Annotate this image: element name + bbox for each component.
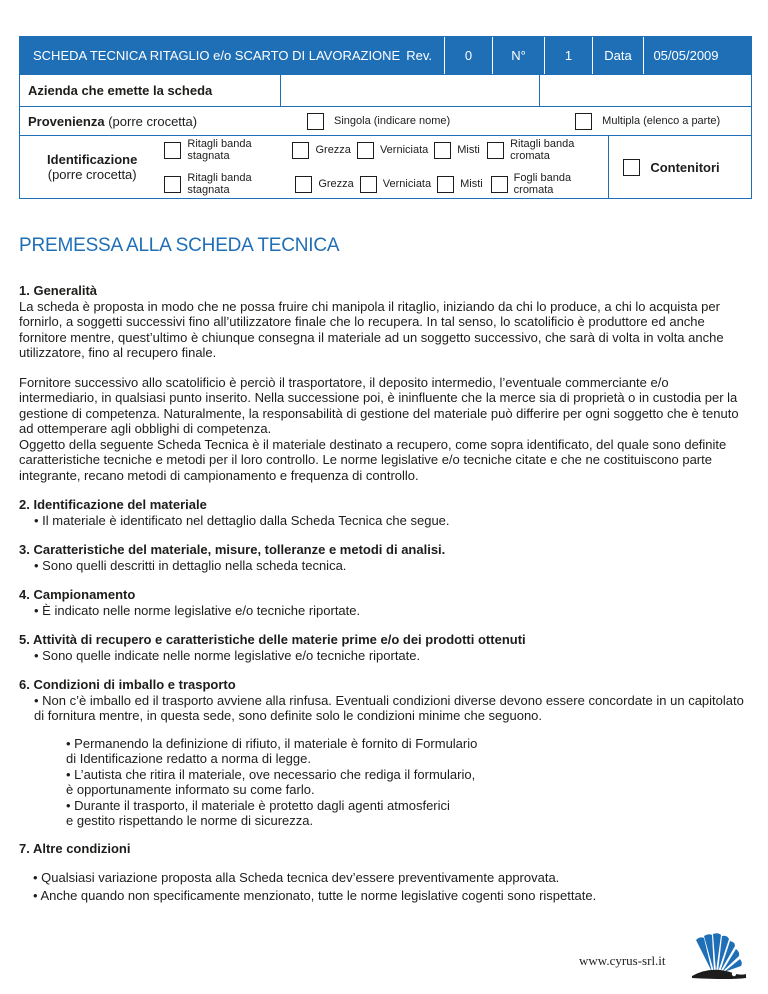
section-3-text: • Sono quelli descritti in dettaglio nella scheda tecnica.	[34, 557, 347, 573]
azienda-field-extra[interactable]	[540, 75, 751, 106]
section-5-title: 5. Attività di recupero e caratteristiche delle materie prime e/o dei prodotti ottenuti	[19, 632, 526, 647]
date-value: 05/05/2009	[643, 37, 728, 74]
date-label: Data	[592, 37, 643, 74]
provenienza-label-cell	[20, 114, 284, 129]
section-4-text: • È indicato nelle norme legislative e/o tecniche riportate.	[34, 602, 361, 618]
condition-3-line-1: • Durante il trasporto, il materiale è protetto dagli agenti atmosferici	[66, 797, 450, 813]
misti-checkbox-1[interactable]	[434, 142, 451, 159]
section-1-paragraph-1: La scheda è proposta in modo che ne possa fruire chi manipola il ritaglio, iniziando da chi lo produce, a chi lo acquista per fornirlo, a soggetti successivi fino all’utilizzatore finale che lo recupera. In tal senso, lo scatolificio è produttore ed anche fornitore mentre, quest’ultimo è chiunque consegna il materiale ad un soggetto successivo, che sarà di volta in volta anche utilizzatore, fino al recupero finale.	[19, 298, 724, 360]
singola-option[interactable]	[307, 113, 450, 130]
verniciata-label-1: Verniciata	[379, 144, 429, 156]
grezza-checkbox-1[interactable]	[292, 142, 309, 159]
misti-label-2: Misti	[460, 178, 483, 190]
rev-label: Rev.	[406, 48, 432, 63]
form-title: SCHEDA TECNICA RITAGLIO e/o SCARTO DI LAVORAZIONE	[33, 48, 401, 63]
section-7-bullets	[19, 870, 750, 903]
section-1-paragraph-3: Oggetto della seguente Scheda Tecnica è il materiale destinato a recupero, come sopra identificato, del quale sono definite caratteristiche tecniche e metodi per il loro controllo. Le norme legislative e/o tecniche citate e che ne costituiscono parte integrante, recano metodi di campionamento e frequenza di controllo.	[19, 436, 727, 483]
ritagli-stagnata-label-1: Ritagli banda stagnata	[187, 138, 252, 162]
condition-2-line-2: è opportunamente informato su come farlo.	[66, 782, 315, 797]
provenienza-hint: (porre crocetta)	[108, 113, 198, 129]
section-2-title: 2. Identificazione del materiale	[19, 497, 207, 512]
grezza-label-2: Grezza	[318, 178, 354, 190]
identificazione-hint: (porre crocetta)	[47, 167, 137, 182]
verniciata-checkbox-1[interactable]	[357, 142, 374, 159]
grezza-label-1: Grezza	[315, 144, 351, 156]
header-form-table	[19, 36, 752, 199]
ritagli-stagnata-checkbox-1[interactable]	[164, 142, 181, 159]
identificazione-label-cell	[20, 136, 164, 198]
section-6-title: 6. Condizioni di imballo e trasporto	[19, 677, 236, 692]
contenitori-option[interactable]	[608, 136, 751, 198]
cyrus-fan-logo-icon	[690, 932, 748, 980]
section-7-bullet-2: • Anche quando non specificamente menzionato, tutte le norme legislative cogenti sono rispettate.	[33, 887, 597, 903]
azienda-field[interactable]	[281, 75, 540, 106]
azienda-label: Azienda che emette la scheda	[20, 75, 281, 106]
section-6-conditions	[19, 736, 750, 829]
misti-label-1: Misti	[457, 144, 480, 156]
condition-1-line-1: • Permanendo la definizione di rifiuto, il materiale è fornito di Formulario	[66, 735, 478, 751]
section-7-title: 7. Altre condizioni	[19, 840, 131, 856]
contenitori-label: Contenitori	[650, 159, 720, 175]
identificazione-options	[164, 136, 608, 198]
section-3-title: 3. Caratteristiche del materiale, misure, tolleranze e metodi di analisi.	[19, 542, 446, 557]
identificazione-label: Identificazione	[47, 152, 138, 167]
ritagli-stagnata-checkbox-2[interactable]	[164, 176, 181, 193]
ritagli-cromata-label: Ritagli banda cromata	[510, 138, 575, 162]
section-1-paragraph-2: Fornitore successivo allo scatolificio è perciò il trasportatore, il deposito intermedio, l’eventuale commerciante e/o intermediario, in qualsiasi punto inserito. Nella successione poi, è ininfluente che la merce sia di proprietà o in custodia per la gestione di competenza. Naturalmente, la responsabilità di gestione del materiale può differire per ogni soggetto che è tenuto ad ottemperare agli obblighi di competenza.	[19, 374, 739, 436]
section-1-title: 1. Generalità	[19, 283, 98, 298]
document-body	[19, 283, 750, 903]
condition-3-line-2: e gestito rispettando le norme di sicurezza.	[66, 813, 314, 828]
azienda-row	[20, 74, 751, 106]
section-7-bullet-1: • Qualsiasi variazione proposta alla Scheda tecnica dev’essere preventivamente approvata.	[33, 870, 560, 885]
provenienza-row	[20, 106, 751, 135]
ritagli-cromata-checkbox[interactable]	[487, 142, 504, 159]
section-4-title: 4. Campionamento	[19, 587, 136, 602]
header-bar	[20, 37, 751, 74]
ritagli-stagnata-label-2: Ritagli banda stagnata	[187, 172, 252, 196]
verniciata-checkbox-2[interactable]	[360, 176, 377, 193]
condition-2-line-1: • L’autista che ritira il materiale, ove necessario che rediga il formulario,	[66, 766, 476, 782]
contenitori-checkbox[interactable]	[623, 159, 640, 176]
condition-1-line-2: di Identificazione redatto a norma di legge.	[66, 751, 311, 766]
identificazione-row	[20, 135, 751, 198]
multipla-option[interactable]	[575, 113, 720, 130]
form-title-cell	[20, 37, 444, 74]
num-value: 1	[544, 37, 592, 74]
singola-label: Singola (indicare nome)	[334, 115, 451, 127]
premessa-heading: PREMESSA ALLA SCHEDA TECNICA	[19, 235, 340, 256]
fogli-cromata-checkbox[interactable]	[491, 176, 508, 193]
section-2-text: • Il materiale è identificato nel dettaglio dalla Scheda Tecnica che segue.	[34, 512, 450, 528]
footer-website-link[interactable]: www.cyrus-srl.it	[579, 953, 666, 968]
singola-checkbox[interactable]	[307, 113, 324, 130]
provenienza-label: Provenienza	[28, 113, 105, 129]
section-5-text: • Sono quelle indicate nelle norme legislative e/o tecniche riportate.	[34, 647, 421, 663]
fogli-cromata-label: Fogli banda cromata	[513, 172, 572, 196]
grezza-checkbox-2[interactable]	[295, 176, 312, 193]
verniciata-label-2: Verniciata	[382, 178, 432, 190]
multipla-checkbox[interactable]	[575, 113, 592, 130]
section-6-text: • Non c’è imballo ed il trasporto avviene alla rinfusa. Eventuali condizioni diverse devono essere concordate in un capitolato di fornitura mentre, in questa sede, sono definite solo le condizioni minime che seguono.	[34, 692, 744, 723]
multipla-label: Multipla (elenco a parte)	[602, 115, 721, 127]
rev-value: 0	[444, 37, 492, 74]
misti-checkbox-2[interactable]	[437, 176, 454, 193]
ident-options-row-2	[164, 172, 608, 196]
num-label: N°	[492, 37, 544, 74]
ident-options-row-1	[164, 138, 608, 162]
